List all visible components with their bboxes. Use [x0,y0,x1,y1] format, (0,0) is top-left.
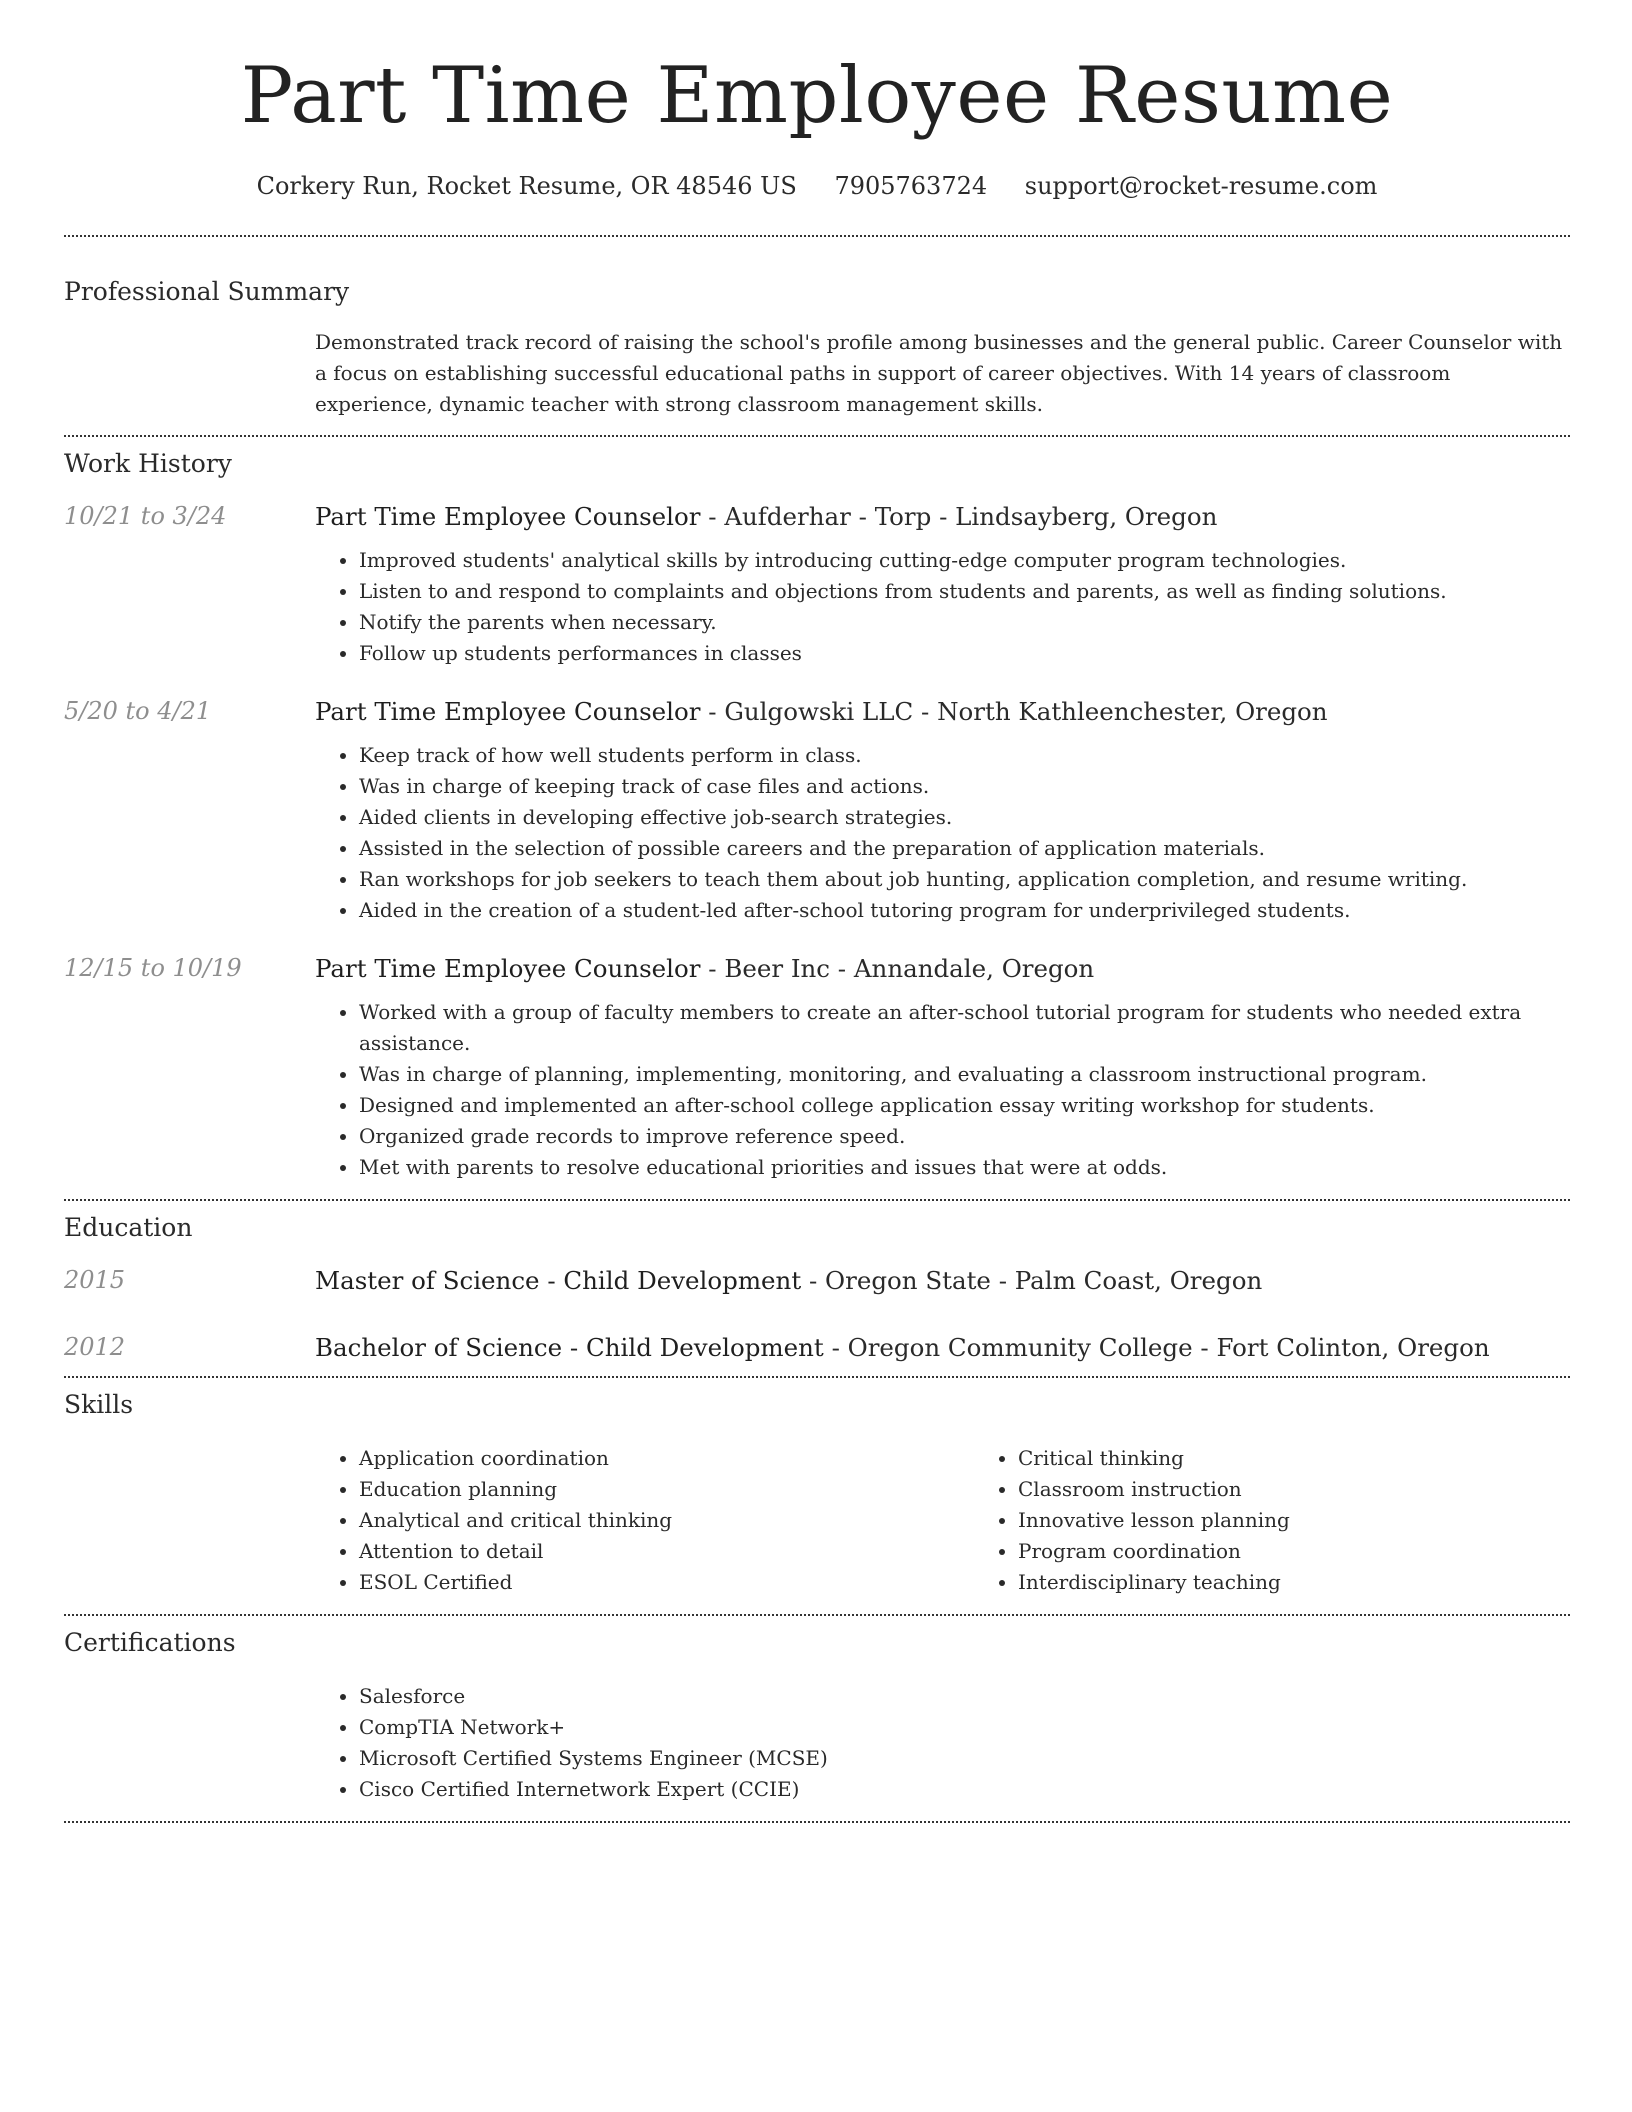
job-title [315,502,1570,531]
certifications-section [64,1616,1570,1805]
job-dates: 10/21 to 3/24 [64,501,227,530]
job-dates: 12/15 to 10/19 [64,953,242,982]
skills-list-left [315,1443,974,1598]
education-title [315,1333,1570,1362]
contact-address: Corkery Run, Rocket Resume, OR 48546 US [256,171,797,200]
list-item: • Worked with a group of faculty members to create an after-school tutorial program for students who needed extra assistance. [359,997,1570,1059]
list-item: • Microsoft Certified Systems Engineer (MCSE) [359,1743,1570,1774]
list-item: • Interdisciplinary teaching [1018,1567,1632,1598]
list-item: • Critical thinking [1018,1443,1632,1474]
job-title [315,954,1570,983]
education-title [315,1266,1570,1295]
summary-section [64,237,1570,420]
list-item: • Organized grade records to improve reference speed. [359,1121,1570,1152]
list-item: • Salesforce [359,1681,1570,1712]
contact-phone: 7905763724 [834,171,988,200]
certifications-list [315,1681,1570,1805]
list-item: • Keep track of how well students perform in class. [359,740,1570,771]
education-heading: Education [64,1212,193,1242]
resume-header [64,0,1570,200]
job-role: Part Time Employee Counselor [315,696,701,726]
skills-section [64,1378,1570,1598]
resume-page [64,0,1570,1823]
job-details: - Aufderhar - Torp - Lindsayberg, Oregon [700,501,1218,531]
work-history-heading: Work History [64,448,232,478]
education-entry [64,1266,1570,1295]
job-role: Part Time Employee Counselor [315,953,701,983]
list-item: • Innovative lesson planning [1018,1505,1632,1536]
list-item: • Designed and implemented an after-school college application essay writing workshop for students. [359,1090,1570,1121]
work-history-section [64,437,1570,1183]
job-details: - Gulgowski LLC - North Kathleenchester, Oregon [700,696,1328,726]
list-item: • Met with parents to resolve educational priorities and issues that were at odds. [359,1152,1570,1183]
list-item: • CompTIA Network+ [359,1712,1570,1743]
list-item: • Aided clients in developing effective job-search strategies. [359,802,1570,833]
list-item: • Follow up students performances in classes [359,638,1570,669]
education-year: 2012 [64,1332,126,1361]
skills-list-right [974,1443,1632,1598]
job-role: Part Time Employee Counselor [315,501,701,531]
list-item: • Cisco Certified Internetwork Expert (CCIE) [359,1774,1570,1805]
contact-email: support@rocket-resume.com [1024,171,1378,200]
job-details: - Beer Inc - Annandale, Oregon [700,953,1095,983]
list-item: • Ran workshops for job seekers to teach them about job hunting, application completion, and resume writing. [359,864,1570,895]
education-degree: Master of Science - Child Development [315,1265,802,1295]
list-item: • Program coordination [1018,1536,1632,1567]
list-item: • Was in charge of keeping track of case files and actions. [359,771,1570,802]
list-item: • Improved students' analytical skills by introducing cutting-edge computer program technologies. [359,545,1570,576]
education-entry [64,1333,1570,1362]
list-item: • Application coordination [359,1443,974,1474]
job-bullets [315,997,1570,1183]
list-item: • ESOL Certified [359,1567,974,1598]
summary-text: Demonstrated track record of raising the school's profile among businesses and the general public. Career Counselor with a focus on establishing successful educational paths in support of career objectives. With 14 years of classroom experience, dynamic teacher with strong classroom management skills. [315,329,1563,416]
education-section [64,1201,1570,1362]
summary-heading: Professional Summary [64,276,350,306]
job-dates: 5/20 to 4/21 [64,696,212,725]
list-item: • Assisted in the selection of possible careers and the preparation of application materials. [359,833,1570,864]
list-item: • Education planning [359,1474,974,1505]
list-item: • Classroom instruction [1018,1474,1632,1505]
education-degree: Bachelor of Science - Child Development [315,1332,824,1362]
certifications-heading: Certifications [64,1627,236,1657]
list-item: • Was in charge of planning, implementing, monitoring, and evaluating a classroom instructional program. [359,1059,1570,1090]
divider [64,1821,1570,1823]
skills-heading: Skills [64,1389,134,1419]
job-bullets [315,545,1570,669]
list-item: • Attention to detail [359,1536,974,1567]
contact-line [64,172,1570,200]
job-entry [64,954,1570,1183]
list-item: • Analytical and critical thinking [359,1505,974,1536]
education-details: - Oregon State - Palm Coast, Oregon [801,1265,1263,1295]
list-item: • Listen to and respond to complaints and objections from students and parents, as well as finding solutions. [359,576,1570,607]
resume-name: Part Time Employee Resume [240,51,1394,141]
list-item: • Notify the parents when necessary. [359,607,1570,638]
job-bullets [315,740,1570,926]
list-item: • Aided in the creation of a student-led after-school tutoring program for underprivileged students. [359,895,1570,926]
job-entry [64,697,1570,926]
job-title [315,697,1570,726]
education-details: - Oregon Community College - Fort Colinton, Oregon [823,1332,1490,1362]
education-year: 2015 [64,1265,126,1294]
job-entry [64,502,1570,669]
